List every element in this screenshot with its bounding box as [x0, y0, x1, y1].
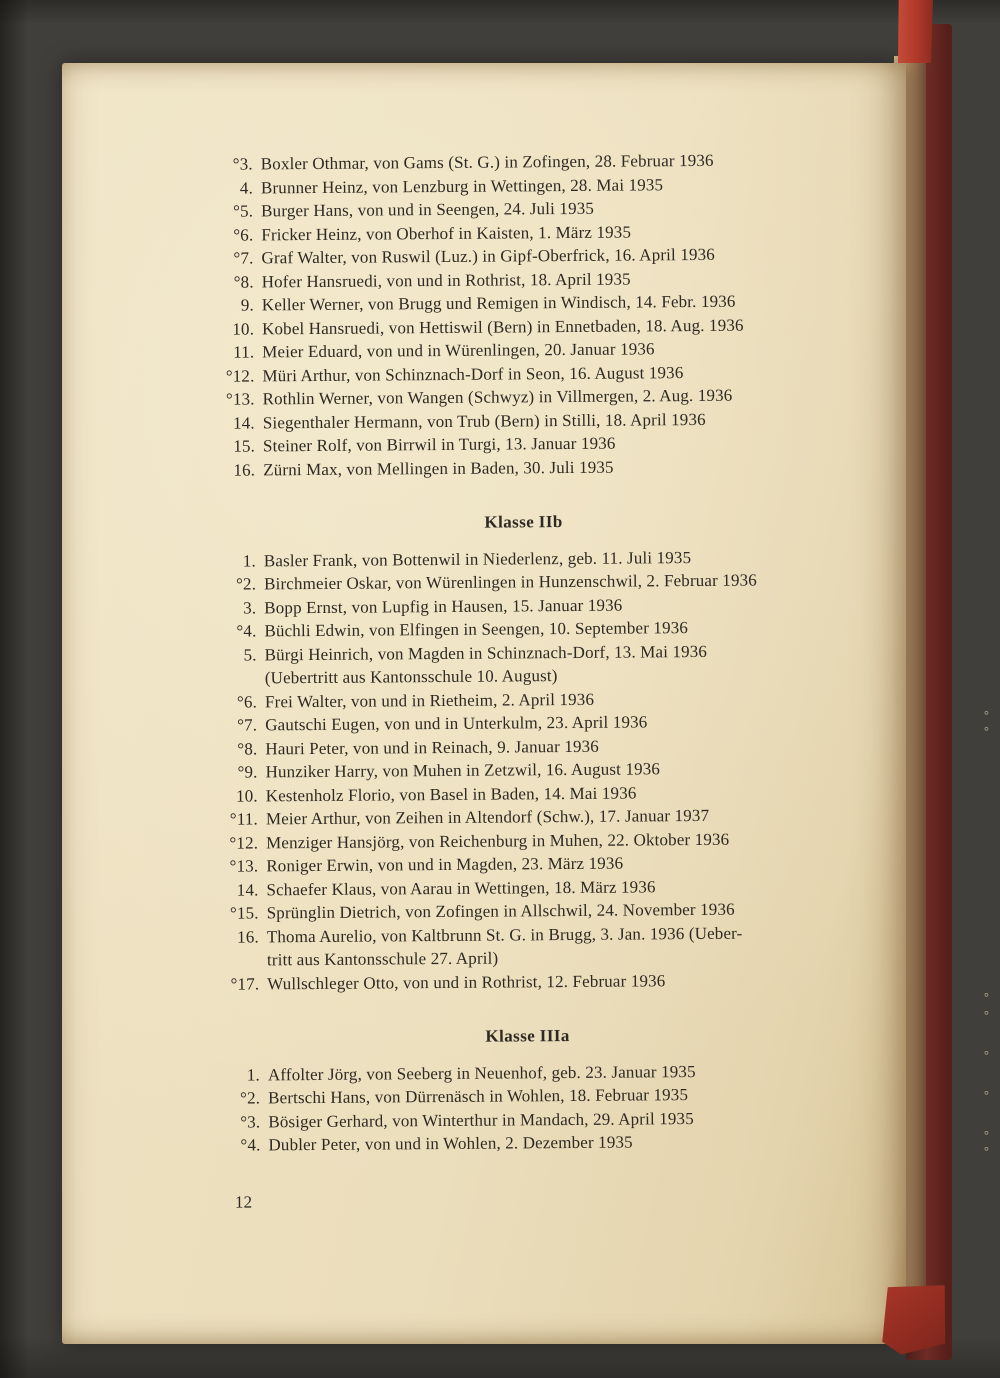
- entry-text: Burger Hans, von und in Seengen, 24. Juli 1935: [261, 198, 595, 221]
- entry-number: °9.: [237, 762, 258, 782]
- entry-text: Affolter Jörg, von Seeberg in Neuenhof, geb. 23. Januar 1935: [267, 1061, 696, 1084]
- entry-number: 1.: [242, 550, 256, 571]
- entry-number: 9.: [240, 295, 254, 315]
- entry-text: Gautschi Eugen, von und in Unterkulm, 23. April 1936: [265, 712, 648, 735]
- page-content: [58, 59, 912, 1347]
- sections: [219, 148, 831, 1157]
- page-edge-mark: °: [984, 990, 989, 1004]
- entry-number: 16.: [237, 926, 259, 947]
- entry-number: 3.: [243, 597, 257, 618]
- entry-number: 11.: [233, 342, 255, 362]
- entry-text: Boxler Othmar, von Gams (St. G.) in Zofingen, 28. Februar 1936: [260, 150, 714, 174]
- entry-number: °13.: [225, 389, 255, 409]
- student-entry: [225, 967, 829, 995]
- entry-number: °3.: [232, 154, 253, 174]
- entry-number: 14.: [236, 879, 259, 900]
- entry-number: °2.: [235, 574, 257, 594]
- entry-text: Steiner Rolf, von Birrwil in Turgi, 13. Januar 1936: [262, 433, 616, 456]
- entry-text: Bösiger Gerhard, von Winterthur in Mandach, 29. April 1935: [268, 1108, 694, 1131]
- page-edge-mark: °: [984, 1088, 989, 1102]
- entry-number: 14.: [233, 412, 255, 433]
- adjacent-page-edge-marks: [978, 0, 1000, 1378]
- entry-number: °8.: [237, 738, 258, 759]
- entry-number: °5.: [233, 201, 254, 221]
- entry-text: Sprünglin Dietrich, von Zofingen in Allschwil, 24. November 1936: [266, 899, 735, 923]
- entry-text: Zürni Max, von Mellingen in Baden, 30. Juli 1935: [263, 457, 614, 479]
- class-section: [226, 1022, 831, 1157]
- entry-number: 4.: [239, 177, 254, 198]
- entry-text: Wullschleger Otto, von und in Rothrist, 12. Februar 1936: [267, 970, 666, 993]
- entry-number: 1.: [246, 1064, 260, 1085]
- entry-number: °17.: [230, 973, 260, 994]
- entry-text: Meier Eduard, von und in Würenlingen, 20. Januar 1936: [262, 339, 655, 362]
- entry-text: Müri Arthur, von Schinznach-Dorf in Seon, 16. August 1936: [262, 362, 684, 385]
- class-heading: Klasse IIIa: [485, 1026, 570, 1046]
- entry-number: °4.: [236, 621, 257, 641]
- entry-number: 5.: [243, 644, 257, 665]
- entry-number: °11.: [229, 809, 258, 829]
- entry-number: °6.: [236, 691, 258, 712]
- entry-text: Schaefer Klaus, von Aarau in Wettingen, 18. März 1936: [266, 876, 656, 899]
- class-section: [222, 508, 830, 996]
- entry-text: Meier Arthur, von Zeihen in Altendorf (Schw.), 17. Januar 1937: [265, 805, 710, 829]
- entry-text: Hauri Peter, von und in Reinach, 9. Januar 1936: [265, 736, 599, 758]
- entry-text: Thoma Aurelio, von Kaltbrunn St. G. in Brugg, 3. Jan. 1936 (Ueber- tritt aus Kantonsschule 27. April): [266, 923, 743, 970]
- entry-number: °4.: [240, 1135, 261, 1155]
- page-edge-mark: °: [984, 1008, 989, 1022]
- student-list: [219, 148, 826, 482]
- student-entry: [223, 638, 827, 690]
- entry-text: Roniger Erwin, von und in Magden, 23. März 1936: [266, 853, 624, 876]
- entry-text: Keller Werner, von Brugg und Remigen in Windisch, 14. Febr. 1936: [261, 291, 736, 315]
- entry-text: Frei Walter, von und in Rietheim, 2. April 1936: [264, 689, 595, 711]
- student-entry: [226, 1129, 830, 1157]
- entry-text: Büchli Edwin, von Elfingen in Seengen, 10. September 1936: [264, 618, 689, 641]
- entry-text: Hunziker Harry, von Muhen in Zetzwil, 16. August 1936: [265, 759, 661, 782]
- entry-text: Rothlin Werner, von Wangen (Schwyz) in Villmergen, 2. Aug. 1936: [262, 385, 733, 409]
- book-page: [62, 63, 906, 1344]
- entry-number: 16.: [233, 459, 256, 480]
- entry-number: 10.: [235, 785, 258, 806]
- entry-text: Menziger Hansjörg, von Reichenburg in Muhen, 22. Oktober 1936: [266, 829, 730, 852]
- entry-number: °3.: [240, 1111, 261, 1132]
- page-edge-mark: °: [984, 708, 989, 722]
- entry-number: °7.: [233, 248, 254, 268]
- page-edge-mark: °: [984, 724, 989, 738]
- entry-text: Dubler Peter, von und in Wohlen, 2. Dezember 1935: [268, 1132, 633, 1155]
- entry-text: Graf Walter, von Ruswil (Luz.) in Gipf-Oberfrick, 16. April 1936: [261, 244, 715, 268]
- entry-text: Bopp Ernst, von Lupfig in Hausen, 15. Januar 1936: [264, 595, 623, 617]
- class-heading: Klasse IIb: [484, 512, 563, 532]
- student-list: [226, 1058, 831, 1157]
- entry-text: Basler Frank, von Bottenwil in Niederlenz, geb. 11. Juli 1935: [263, 547, 692, 570]
- entry-number: °12.: [225, 365, 255, 386]
- entry-text: Hofer Hansruedi, von und in Rothrist, 18. April 1935: [261, 269, 631, 291]
- page-edge-mark: °: [984, 1128, 989, 1142]
- entry-text: Birchmeier Oskar, von Würenlingen in Hunzenschwil, 2. Februar 1936: [263, 570, 757, 594]
- page-edge-mark: °: [984, 1048, 989, 1062]
- bookmark-ribbon-top: [898, 0, 933, 63]
- entry-number: °2.: [240, 1088, 261, 1108]
- entry-number: °12.: [229, 832, 259, 853]
- student-entry: [225, 920, 829, 972]
- entry-text: Kestenholz Florio, von Basel in Baden, 14. Mai 1936: [265, 782, 637, 805]
- entry-number: °13.: [229, 856, 259, 876]
- entry-number: 15.: [233, 436, 256, 456]
- student-entry: [221, 453, 825, 481]
- entry-number: °7.: [237, 715, 258, 735]
- entry-number: °15.: [229, 903, 259, 923]
- page-edge-mark: °: [984, 1144, 989, 1158]
- entry-number: 10.: [232, 318, 255, 339]
- entry-number: °6.: [233, 224, 254, 245]
- entry-text: Kobel Hansruedi, von Hettiswil (Bern) in Ennetbaden, 18. Aug. 1936: [261, 315, 744, 338]
- entry-text: Brunner Heinz, von Lenzburg in Wettingen, 28. Mai 1935: [260, 174, 664, 197]
- entry-text: Fricker Heinz, von Oberhof in Kaisten, 1. März 1935: [261, 222, 632, 244]
- entry-number: °8.: [233, 271, 254, 292]
- entry-text: Bürgi Heinrich, von Magden in Schinznach-Dorf, 13. Mai 1936 (Uebertritt aus Kantonsschule 10. August): [264, 641, 708, 688]
- entry-text: Bertschi Hans, von Dürrenäsch in Wohlen, 18. Februar 1935: [268, 1085, 689, 1108]
- entry-text: Siegenthaler Hermann, von Trub (Bern) in Stilli, 18. April 1936: [262, 409, 706, 432]
- class-section-continued: [219, 148, 826, 482]
- page-number: 12: [234, 1192, 253, 1212]
- student-list: [222, 544, 829, 995]
